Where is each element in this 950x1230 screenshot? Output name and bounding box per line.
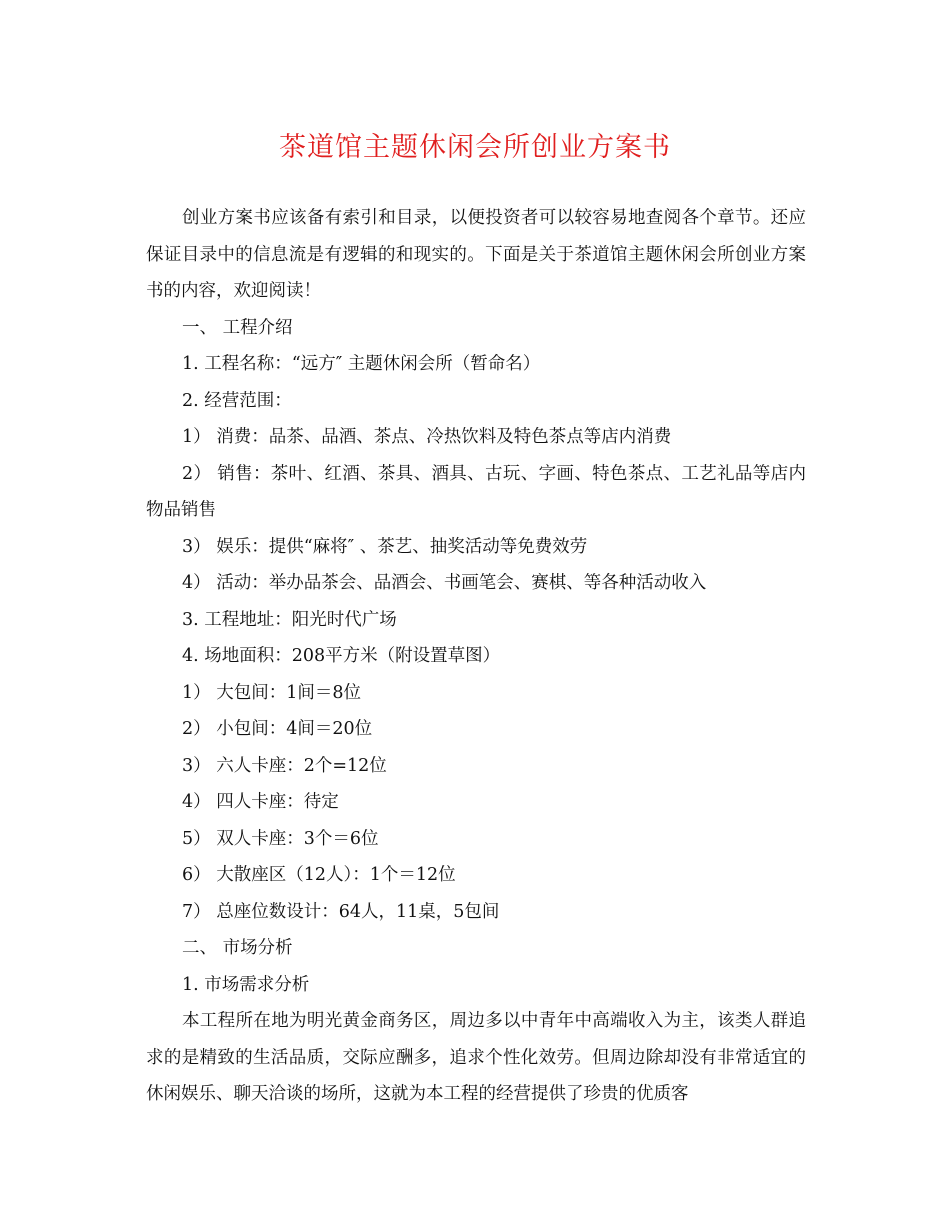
intro-paragraph: 创业方案书应该备有索引和目录，以便投资者可以较容易地查阅各个章节。还应保证目录中的信息流是有逻辑的和现实的。下面是关于茶道馆主题休闲会所创业方案书的内容，欢迎阅读！ [146, 208, 806, 301]
document-title: 茶道馆主题休闲会所创业方案书 [279, 132, 671, 163]
project-name-line: 1. 工程名称：“远方″ 主题休闲会所（暂命名） [182, 354, 541, 374]
scope-activities-line: 4） 活动：举办品茶会、品酒会、书画笔会、赛棋、等各种活动收入 [182, 573, 707, 593]
scope-consumption-line: 1） 消费：品茶、品酒、茶点、冷热饮料及特色茶点等店内消费 [182, 427, 672, 447]
total-seats-line: 7） 总座位数设计：64人，11桌，5包间 [182, 901, 500, 922]
open-seating-line: 6） 大散座区（12人）：1个＝12位 [182, 865, 456, 885]
section-heading-project-intro: 一、 工程介绍 [182, 317, 293, 338]
scope-sales-line: 2） 销售：茶叶、红酒、茶具、酒具、古玩、字画、特色茶点、工艺礼品等店内物品销售 [146, 463, 806, 520]
small-private-room-line: 2） 小包间：4间＝20位 [182, 719, 373, 739]
market-demand-heading: 1. 市场需求分析 [182, 974, 310, 995]
scope-entertainment-line: 3） 娱乐：提供“麻将″ 、茶艺、抽奖活动等免费效劳 [182, 536, 588, 557]
four-person-booth-line: 4） 四人卡座：待定 [182, 792, 339, 812]
project-address-line: 3. 工程地址：阳光时代广场 [182, 609, 397, 630]
six-person-booth-line: 3） 六人卡座：2个=12位 [182, 755, 387, 776]
two-person-booth-line: 5） 双人卡座：3个＝6位 [182, 828, 379, 849]
market-demand-paragraph: 本工程所在地为明光黄金商务区，周边多以中青年中高端收入为主，该类人群追求的是精致的生活品质，交际应酬多，追求个性化效劳。但周边除却没有非常适宜的休闲娱乐、聊天洽谈的场所，这就为本工程的经营提供了珍贵的优质客 [146, 1011, 806, 1104]
section-heading-market-analysis: 二、 市场分析 [182, 938, 293, 958]
business-scope-heading: 2. 经营范围： [182, 390, 292, 411]
large-private-room-line: 1） 大包间：1间＝8位 [182, 682, 361, 703]
site-area-line: 4. 场地面积：208平方米（附设置草图） [182, 646, 501, 666]
document-body [146, 200, 806, 1113]
